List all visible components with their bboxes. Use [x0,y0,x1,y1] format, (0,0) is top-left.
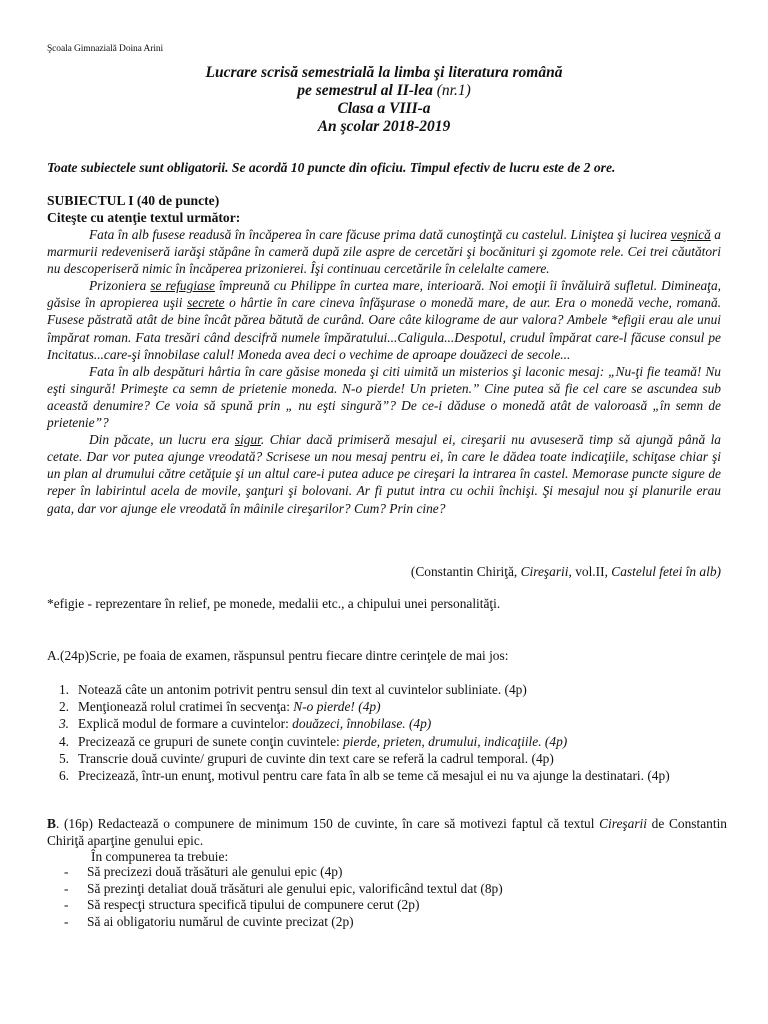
header-class: Clasa a VIII-a [337,100,431,117]
paragraph-2 [47,277,721,362]
requirement-item [47,897,727,914]
part-a-letter: A. [47,648,61,663]
header-year: An şcolar 2018-2019 [317,118,451,135]
part-a-intro [47,648,727,664]
underlined-word: secrete [187,295,225,311]
requirement-item [47,715,727,732]
subject-title: SUBIECTUL I (40 de puncte) [47,193,220,208]
item-text: Notează câte un antonim potrivit pentru sensul din text al cuvintelor subliniate. (4p) [78,682,527,697]
p1-part: a marmurii redeveniseră iarăşi stăpâne în cameră după zile aspre de cercetări şi bocănituri şi zgomote rele. Cei trei căutători nu descoperiseră nimic în încăperea prizonierei. Îşi continuau cercetările în celelalte camere. [47,227,721,277]
text-source [411,564,721,580]
school-name: Şcoala Gimnazială Doina Arini [47,44,164,54]
requirement-item [47,767,727,784]
part-a-requirements [47,681,727,784]
part-a-text: (24p)Scrie, pe foaia de examen, răspunsul pentru fiecare dintre cerinţele de mai jos: [60,648,509,663]
part-b-book: Cireşarii [599,816,647,831]
requirement-item [47,698,727,715]
item-number: 2. [58,699,69,715]
item-text: Menţionează rolul cratimei în secvenţa: [78,699,294,715]
underlined-word: veşnică [670,227,711,242]
requirement-item [47,881,727,898]
p1-part: Fata în alb fusese readusă în încăperea în care făcuse prima dată cunoştinţă cu castelul. Liniştea şi lucirea [89,227,671,242]
item-number: 4. [58,733,69,749]
item-text: Precizează, într-un enunţ, motivul pentru care fata în alb se teme că mesajul ei nu va ajunge la destinatari. (4p) [78,768,670,784]
item-example: pierde, prieten, drumului, indicaţiile. (4p) [343,733,568,749]
requirement-item [47,864,727,881]
dash-bullet: - [64,864,69,879]
item-text: Explică modul de formare a cuvintelor: [78,716,293,732]
item-text: Să ai obligatoriu numărul de cuvinte precizat (2p) [87,913,354,929]
exam-header [0,64,768,136]
p4-part: Din păcate, un lucru era [89,432,235,448]
dash-bullet: - [64,880,69,896]
underlined-word: sigur [234,432,261,448]
part-b-text: de Constantin Chiriţă aparţine genului epic. [47,816,727,849]
source-title: Castelul fetei în alb) [611,564,721,579]
header-number: (nr.1) [432,82,471,99]
general-instructions: Toate subiectele sunt obligatorii. Se acordă 10 puncte din oficiu. Timpul efectiv de lucru este de 2 ore. [47,160,616,175]
header-title: Lucrare scrisă semestrială la limba şi literatura română [205,64,563,81]
item-number: 3. [58,716,69,732]
item-text: Transcrie două cuvinte/ grupuri de cuvinte din text care se referă la cadrul temporal. (4p) [78,750,554,766]
read-prompt: Citeşte cu atenţie textul următor: [47,210,241,225]
dash-bullet: - [64,913,69,929]
underlined-word: se refugiase [150,278,215,294]
header-semester-text: pe semestrul al II-lea [297,82,433,99]
dash-bullet: - [64,897,69,912]
item-number: 1. [58,682,69,697]
requirement-item [47,914,727,931]
footnote: *efigie - reprezentare în relief, pe monede, medalii etc., a chipului unei personalităţi. [47,596,501,611]
requirement-item [47,733,727,750]
item-example: douăzeci, înnobilase. (4p) [292,716,432,732]
part-b-requirements [47,864,727,930]
p4-part: . Chiar dacă primiseră mesajul ei, cireşarii nu avuseseră timp să ajungă până la cetate. Dar vor putea ajunge vreodată? Scrisese un nou mesaj pentru ei, în care le dădea toate indicaţiile, schiţase chiar şi un plan al drumului către cetăţuie şi un altul care-i putea aduce pe cireşari la intrarea în castel. Memorase puncte sigure de reper în labirintul acela de movile, şanţuri şi bolovani. Ar fi putut intra cu ochii închişi. Şi mesajul nou şi planurile erau gata, dar vor ajunge ele vreodată în mâinile cireşarilor? Cum? Prin cine? [47,432,721,516]
source-book: Cireşarii [520,564,569,579]
source-volume: , vol.II, [568,564,612,579]
item-text: Să respecţi structura specifică tipului de compunere cerut (2p) [87,897,420,912]
item-number: 5. [58,750,69,766]
item-text: Să precizezi două trăsături ale genului epic (4p) [87,864,343,879]
part-b-text: . (16p) Redactează o compunere de minimum 150 de cuvinte, în care să motivezi faptul că textul [55,816,600,831]
header-semester [0,82,768,100]
item-number: 6. [58,768,69,784]
paragraph-4 [47,431,721,516]
part-b-letter: B [47,816,56,831]
p2-part: o hârtie în care cineva înfăşurase o monedă mare, de aur. Era o monedă veche, romană. Fusese păstrată atât de bine încât părea bătută de curând. Oare câte kilograme de aur valora? Ambele *efigii erau ale unui împărat roman. Fata tresări când descifră numele împăratului...Caligula...Despotul, crudul împărat care-l făcuse consul pe Incitatus...care-şi înnobilase calul! Moneda avea deci o vechime de aproape douăzeci de secole... [47,295,721,362]
p2-part: împreună cu Philippe în curtea mare, interioară. Noi emoţii îi învăluiră sufletul. Dimineaţa, găsise în apropierea uşii [47,278,722,311]
paragraph-1 [47,226,721,277]
item-text: Să prezinţi detaliat două trăsături ale genului epic, valorificând textul dat (8p) [87,880,503,896]
requirement-item [47,750,727,767]
item-example: N-o pierde! (4p) [293,699,381,715]
paragraph-3: Fata în alb despături hârtia în care găsise moneda şi citi uimită un misterios şi laconic mesaj: „Nu-ţi fie teamă! Nu eşti singură! Primeşte ca semn de prietenie moneda. N-o pierde! Un prieten.” Cine putea să fie cel care se ascundea sub această denumire? Ce voia să spună prin „ nu eşti singură”? De ce-i dăduse o monedă atât de valoroasă „în semn de prietenie”? [47,363,721,431]
source-author: (Constantin Chiriţă, [410,564,521,579]
p2-part: Prizoniera [89,278,151,294]
part-b-intro: În compunerea ta trebuie: [91,849,229,864]
item-text: Precizează ce grupuri de sunete conţin cuvintele: [78,733,344,749]
part-b-prompt [47,815,727,849]
reading-text [47,226,721,517]
requirement-item [47,681,727,698]
